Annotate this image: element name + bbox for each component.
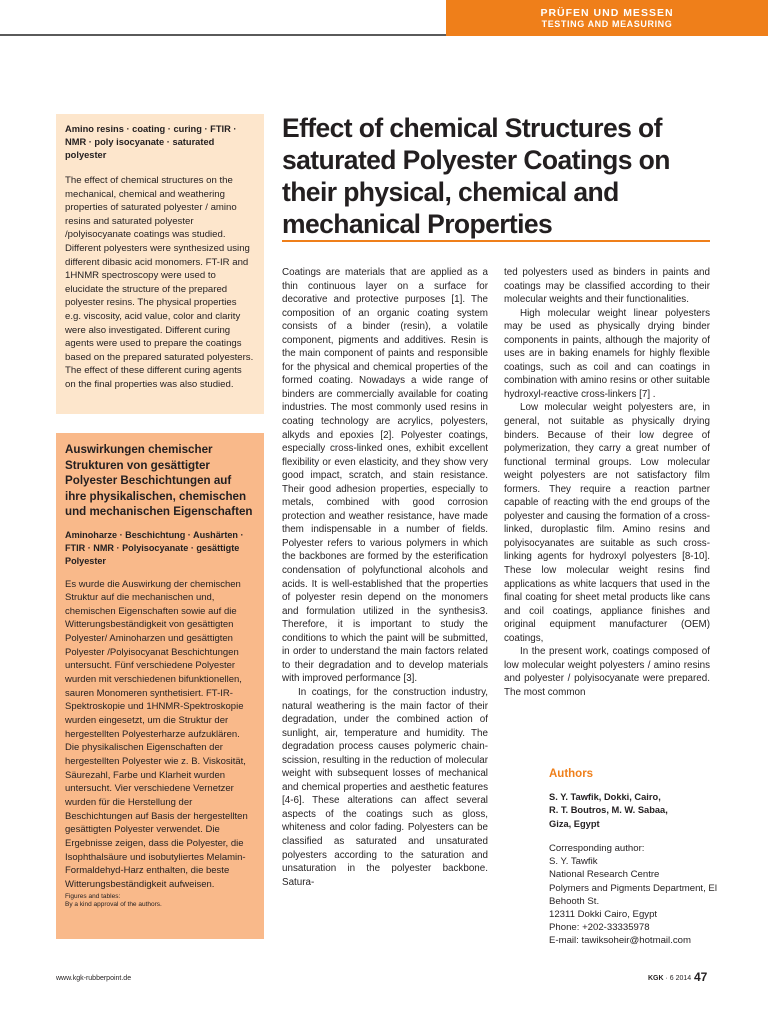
author-line: R. T. Boutros, M. W. Sabaa, <box>549 805 668 816</box>
authors-heading: Authors <box>549 768 594 780</box>
page-number: 47 <box>694 970 708 984</box>
author-names <box>549 791 729 831</box>
corr-label: Corresponding author: <box>549 842 645 854</box>
body-paragraph: High molecular weight linear polyesters may be used as physically drying binder components in paints, although the majority of uses are in baking enamels for highly flexible coatings, such as coil and can coatings in combination with amino resins or other suitable hydroxyl-reactive cross-linkers [7] . <box>504 307 710 400</box>
corr-name: S. Y. Tawfik <box>549 856 598 868</box>
abstract-text: The effect of chemical structures on the mechanical, chemical and weathering properties of saturated polyester / amino resins and saturated polyester /polyisocyanate coatings was studied. Different polyesters were synthesized using different dibasic acid monomers. FT-IR and 1HNMR spectroscopy were used to elucidate the structure of the prepared polyester resins. The physical properties e.g. viscosity, acid value, color and clarity were also investigated. Different curing agents were used to prepare the coatings based on the prepared saturated polyesters. The effect of these different curing agents on the final properties was also studied. <box>65 175 254 390</box>
body-paragraph: In the present work, coatings composed of low molecular weight polyesters / amino resins and polyester / polyisocyanate were prepared. The most common <box>504 646 710 698</box>
journal-name: KGK <box>648 975 664 982</box>
figures-credit <box>65 893 255 909</box>
abstract-keywords: Amino resins · coating · curing · FTIR · NMR · poly isocyanate · saturated polyester <box>65 124 237 160</box>
credit-line-1: Figures and tables: <box>65 892 121 900</box>
body-paragraph: Coatings are materials that are applied as a thin continuous layer on a surface for decorative and protective purposes [1]. The composition of an organic coating system consists of a binder (resin), a volatile component, pigments and additives. Resin is the main component of paints and responsible for the physical and chemical properties of the formed coating. Nowadays a wide range of binders are commercially available for coating industries. The most commonly used resins in coating technology are acrylics, polyesters, alkyds and epoxies [2]. Polyester coatings, especially cross-linked ones, exhibit excellent flexibility or even elasticity, and they show very good impact, scratch, and stain resistance. Their good adhesion properties, especially to metals, combined with good corrosion protection and weather resistance, have made them indispensable in a number of fields. Polyester refers to various polymers in which the backbones are formed by the esterification condensation of polyfunctional alcohols and acids. It is well-established that the properties of polyester resin depend on the monomers and formulation utilized in the synthesis3. Therefore, it is important to study the conditions to which the paint will be submitted, in order to understand the main factors related to their degradation and to develop materials with improved performance [3]. <box>282 267 488 685</box>
credit-line-2: By a kind approval of the authors. <box>65 900 162 908</box>
german-title: Auswirkungen chemischer Strukturen von gesättigter Polyester Beschichtungen auf ihre physikalischen, chemischen und mechanischen Eigenschaften <box>65 443 253 518</box>
author-line: Giza, Egypt <box>549 818 600 829</box>
corr-phone: Phone: +202-33335978 <box>549 922 650 934</box>
authors-block <box>549 767 729 948</box>
section-label-de: PRÜFEN UND MESSEN <box>540 7 674 19</box>
header-rule <box>0 34 446 36</box>
german-text: Es wurde die Auswirkung der chemischen Struktur auf die mechanischen und, chemischen Eigenschaften sowie auf die Witterungsbeständigkeit von gesättigten Polyester/ Aminoharzen und gesättigten Polyester /Polyisocyanat Beschichtungen untersucht. Fünf verschiedene Polyester wurden mit verschiedenen bifunktionellen, sauren Monomeren synthetisiert. FT-IR-Spektroskopie und 1HNMR-Spektroskopie wurden eingesetzt, um die Struktur der hergestellten Polyesterharze aufzuklären. Die physikalischen Eigenschaften der hergestellten Polyester wie z. B. Viskosität, Säurezahl, Farbe und Klarheit wurden untersucht. Vier verschiedene Vernetzer wurden für die Herstellung der Beschichtungen auf Basis der hergestellten gesättigten Polyester verwendet. Die Ergebnisse zeigen, dass die Polyester, die Isophthalsäure und isobutyliertes Melamin-Formaldehyd-Harz enthalten, die beste Witterungsbeständigkeit aufweisen. <box>65 578 248 890</box>
body-paragraph: ted polyesters used as binders in paints and coatings may be classified according to their molecular weights and their functionalities. <box>504 267 710 306</box>
german-summary-box <box>56 433 264 939</box>
corr-address: 12311 Dokki Cairo, Egypt <box>549 908 658 920</box>
corr-org: Polymers and Pigments Department, El Behooth St. <box>549 882 717 907</box>
footer-issue <box>648 975 691 982</box>
german-keywords: Aminoharze · Beschichtung · Aushärten · FTIR · NMR · Polyisocyanate · gesättigte Polyester <box>65 529 244 566</box>
body-column-1 <box>282 266 488 889</box>
corr-org: National Research Centre <box>549 869 660 881</box>
footer-url[interactable]: www.kgk-rubberpoint.de <box>56 975 132 982</box>
body-paragraph: Low molecular weight polyesters are, in general, not suitable as physically drying binders. Because of their low degree of polymerization, they carry a great number of functional terminal groups. Low molecular weight polyesters are not satisfactory film formers. They require a reaction partner capable of reacting with the end groups of the polyester and causing the formation of a cross-linked, duroplastic film. Amino resins and polyisocyanates are suitable as such cross-linking agents for hydroxyl polyesters [8-10]. These low molecular weight resins find applications as white lacquers that used in the final coating for sheet metal products like cans and coil coatings, appliance finishes and original equipment manufacturer (OEM) coatings, <box>504 402 710 644</box>
issue-number: · 6 2014 <box>665 975 692 982</box>
body-column-2 <box>504 266 710 700</box>
abstract-box <box>56 114 264 414</box>
article-title: Effect of chemical Structures of saturated Polyester Coatings on their physical, chemical and mechanical Properties <box>282 113 670 239</box>
corr-email[interactable]: E-mail: tawiksoheir@hotmail.com <box>549 935 691 947</box>
corresponding-author <box>549 842 729 948</box>
section-tab <box>446 0 768 36</box>
author-line: S. Y. Tawfik, Dokki, Cairo, <box>549 792 661 802</box>
title-rule <box>282 240 710 242</box>
section-label-en: TESTING AND MEASURING <box>541 19 673 29</box>
body-paragraph: In coatings, for the construction industry, natural weathering is the main factor of their degradation, under the combined action of sunlight, air, temperature and humidity. The degradation process causes polymeric chain-scission, resulting in the reduction of molecular weight with subsequent losses of mechanical and chemical properties and aesthetic features [4-6]. These alterations can affect several aspects of the coatings such as gloss, whiteness and color fading. Polyesters can be classified as saturated and unsaturated polyesters according to the saturation and unsaturation in the polyester backbone. Satura- <box>282 686 488 888</box>
